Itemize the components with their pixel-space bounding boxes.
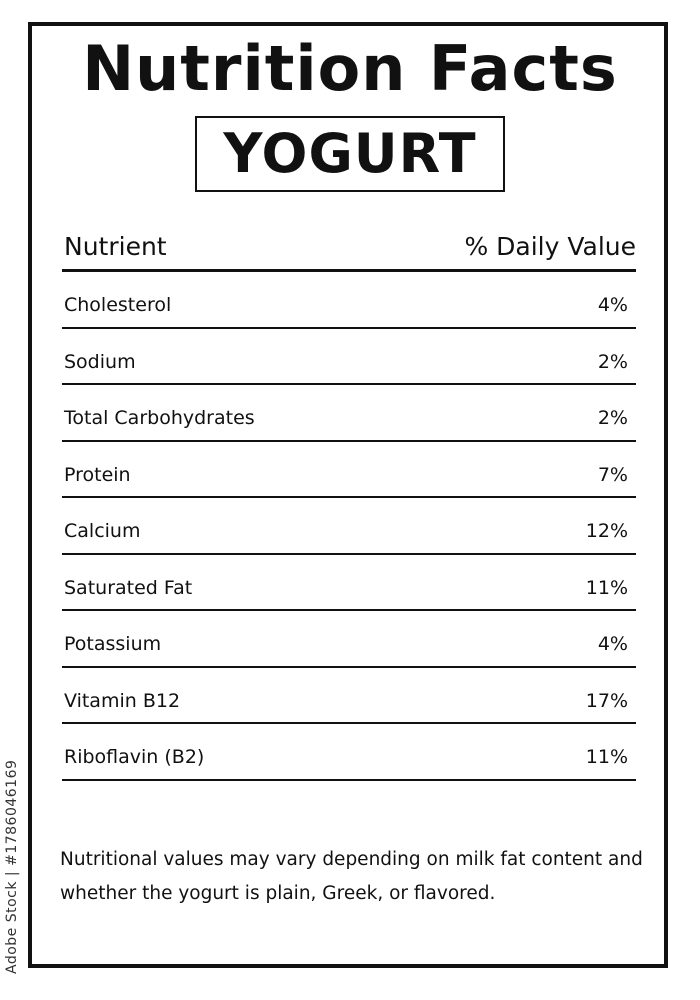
nutrient-value: 11% [585, 746, 628, 769]
footnote-line-1: Nutritional values may vary depending on milk fat content and [60, 849, 643, 870]
table-row [62, 668, 636, 725]
nutrient-name: Sodium [64, 350, 136, 373]
header-nutrient: Nutrient [64, 232, 167, 261]
product-name-box [195, 116, 505, 192]
table-row [62, 498, 636, 555]
table-row [62, 442, 636, 499]
table-row [62, 555, 636, 612]
stock-watermark: Adobe Stock | #1786046169 [4, 759, 20, 974]
table-row [62, 385, 636, 442]
nutrient-value: 2% [597, 350, 628, 373]
table-row [62, 272, 636, 329]
nutrient-name: Calcium [64, 520, 141, 543]
nutrient-name: Riboflavin (B2) [64, 746, 205, 769]
nutrient-name: Total Carbohydrates [64, 407, 255, 430]
nutrient-value: 7% [597, 463, 628, 486]
nutrient-value: 11% [585, 576, 628, 599]
nutrient-value: 4% [597, 294, 628, 317]
nutrient-table [62, 220, 636, 781]
product-name: YOGURT [223, 122, 477, 185]
nutrient-name: Potassium [64, 633, 162, 656]
nutrient-value: 2% [597, 407, 628, 430]
nutrient-name: Protein [64, 463, 131, 486]
table-header [62, 220, 636, 272]
nutrient-value: 17% [585, 689, 628, 712]
nutrient-value: 12% [585, 520, 628, 543]
nutrient-value: 4% [597, 633, 628, 656]
nutrient-name: Vitamin B12 [64, 689, 181, 712]
nutrient-name: Cholesterol [64, 294, 172, 317]
table-row [62, 724, 636, 781]
table-row [62, 611, 636, 668]
footnote-line-2: whether the yogurt is plain, Greek, or flavored. [60, 883, 496, 904]
nutrient-name: Saturated Fat [64, 576, 193, 599]
footnote [60, 843, 650, 911]
header-daily-value: % Daily Value [464, 232, 636, 261]
table-row [62, 329, 636, 386]
label-title: Nutrition Facts [82, 32, 618, 105]
